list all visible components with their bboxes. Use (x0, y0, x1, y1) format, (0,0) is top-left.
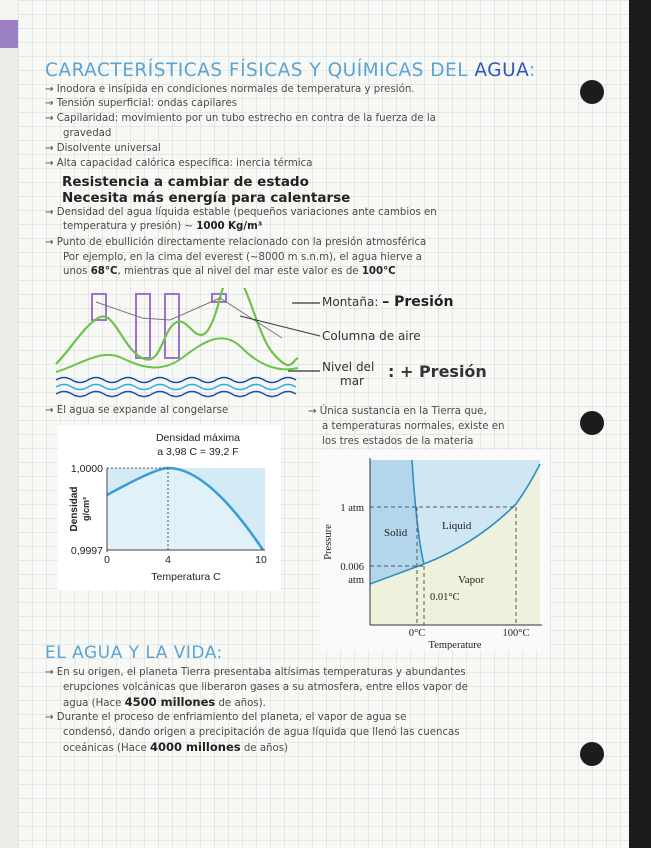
note-text: agua (Hace (63, 698, 122, 709)
note-text: En su origen, el planeta Tierra presentaba altísimas temperaturas y abundantes (56, 667, 466, 678)
pressure-arrows (222, 296, 322, 386)
phase-p-1atm: 1 atm (340, 503, 364, 514)
origin-age: 4500 millones (124, 695, 216, 709)
note-origin (45, 667, 466, 679)
note-text: Tensión superficial: ondas capilares (56, 98, 238, 109)
note-origin-b: erupciones volcánicas que liberaron gases a su atmosfera, entre ellos vapor de (63, 682, 468, 693)
arrow-icon: → (45, 405, 54, 416)
density-value: 1000 Kg/m³ (196, 221, 263, 232)
note-surface-tension (45, 98, 237, 110)
note-odorless (45, 84, 415, 96)
less-pressure: – Presión (382, 294, 454, 310)
ocean-age: 4000 millones (150, 740, 241, 754)
note-text: Durante el proceso de enfriamiento del planeta, el vapor de agua se (56, 712, 407, 723)
columna-label: Columna de aire (322, 329, 421, 343)
vapor-label: Vapor (458, 574, 485, 586)
density-x-0: 0 (104, 554, 110, 566)
note-text: Punto de ebullición directamente relacionado con la presión atmosférica (56, 237, 427, 248)
phase-t-0: 0°C (408, 628, 426, 639)
arrow-icon: → (308, 406, 317, 417)
note-unique-c: los tres estados de la materia (322, 436, 474, 447)
arrow-icon: → (45, 158, 54, 169)
water-wave-3 (56, 392, 296, 397)
density-x-4: 4 (165, 554, 171, 566)
binder-hole-middle (580, 411, 604, 435)
arrow-icon: → (45, 84, 54, 95)
note-text: unos (63, 266, 88, 277)
scan-edge (629, 0, 651, 848)
density-title-2: a 3,98 C = 39,2 F (157, 446, 239, 458)
page-margin (0, 48, 18, 848)
nivel-label-1: Nivel del (322, 360, 375, 374)
montana-text: Montaña: (322, 295, 379, 309)
note-unique-b: a temperaturas normales, existe en (322, 421, 505, 432)
note-heat-capacity (45, 158, 312, 170)
liquid-label: Liquid (442, 520, 472, 532)
binder-hole-top (580, 80, 604, 104)
note-solvent (45, 143, 161, 155)
title-colon: : (528, 60, 536, 81)
note-text: oceánicas (Hace (63, 743, 147, 754)
note-text: temperatura y presión) ~ (63, 221, 194, 232)
note-text: Alta capacidad calórica específica: inercia térmica (56, 158, 313, 169)
note-text: de años) (243, 743, 289, 754)
note-capillarity (45, 113, 436, 125)
montana-label (322, 294, 453, 310)
phase-diagram (320, 450, 550, 650)
density-x-10: 10 (255, 554, 267, 566)
note-expands (45, 405, 228, 417)
purple-tab (0, 20, 18, 48)
note-cooling-c (63, 742, 288, 755)
density-y-label-2: g/cm³ (81, 496, 91, 522)
nivel-label-2: mar (340, 374, 364, 388)
title-main: CARACTERÍSTICAS FÍSICAS Y QUÍMICAS DEL (45, 60, 469, 81)
arrow-icon: → (45, 207, 54, 218)
note-text: Disolvente universal (56, 143, 161, 154)
density-y-bottom: 0,9997 (70, 545, 103, 557)
arrow-icon: → (45, 667, 54, 678)
emphasis-energy: Necesita más energía para calentarse (62, 190, 351, 206)
note-text: Inodora e insípida en condiciones normales de temperatura y presión. (56, 84, 415, 95)
arrow-icon: → (45, 143, 54, 154)
life-title: EL AGUA Y LA VIDA: (45, 643, 223, 663)
phase-x-label: Temperature (428, 640, 482, 650)
note-origin-c (63, 697, 266, 710)
arrow-columna (240, 316, 320, 336)
air-column-2 (136, 294, 150, 358)
note-text: Densidad del agua líquida estable (pequeños variaciones ante cambios en (56, 207, 437, 218)
note-boiling-example: Por ejemplo, en la cima del everest (~8000 m s.n.m), el agua hierve a (63, 252, 422, 263)
density-y-top: 1,0000 (70, 463, 103, 475)
sea-level-temp: 100°C (361, 266, 396, 277)
note-density-cont (63, 221, 262, 233)
arrow-icon: → (45, 712, 54, 723)
note-text: El agua se expande al congelarse (56, 405, 229, 416)
note-text: Capilaridad: movimiento por un tubo estrecho en contra de la fuerza de la (56, 113, 436, 124)
page-title (45, 60, 536, 81)
triple-point-label: 0.01°C (430, 592, 460, 603)
arrow-icon: → (45, 98, 54, 109)
note-capillarity-cont: gravedad (63, 128, 112, 139)
note-unique (308, 406, 487, 418)
note-text: , mientras que al nivel del mar este valor es de (117, 266, 359, 277)
title-agua: AGUA (474, 60, 529, 81)
solid-label: Solid (384, 527, 408, 539)
phase-t-100: 100°C (502, 628, 530, 639)
note-boiling (45, 237, 426, 249)
density-title-1: Densidad máxima (155, 432, 241, 444)
phase-y-label: Pressure (323, 524, 334, 560)
note-boiling-values (63, 266, 396, 278)
arrow-icon: → (45, 237, 54, 248)
binder-hole-bottom (580, 742, 604, 766)
note-cooling-b: condensó, dando origen a precipitación de agua líquida que llenó las cuencas (63, 727, 460, 738)
density-x-label: Temperatura C (151, 571, 221, 583)
everest-temp: 68°C (90, 266, 118, 277)
note-text: de años). (218, 698, 266, 709)
density-graph (58, 425, 281, 590)
note-density (45, 207, 437, 219)
phase-p-atm: atm (348, 575, 364, 586)
phase-chart (320, 450, 550, 650)
emphasis-resistance: Resistencia a cambiar de estado (62, 174, 309, 190)
arrow-icon: → (45, 113, 54, 124)
density-y-label-1: Densidad (69, 486, 80, 532)
phase-p-0006: 0.006 (340, 562, 364, 573)
more-pressure: : + Presión (388, 362, 487, 381)
note-text: Única sustancia en la Tierra que, (319, 406, 487, 417)
density-chart (58, 425, 281, 590)
note-cooling (45, 712, 406, 724)
